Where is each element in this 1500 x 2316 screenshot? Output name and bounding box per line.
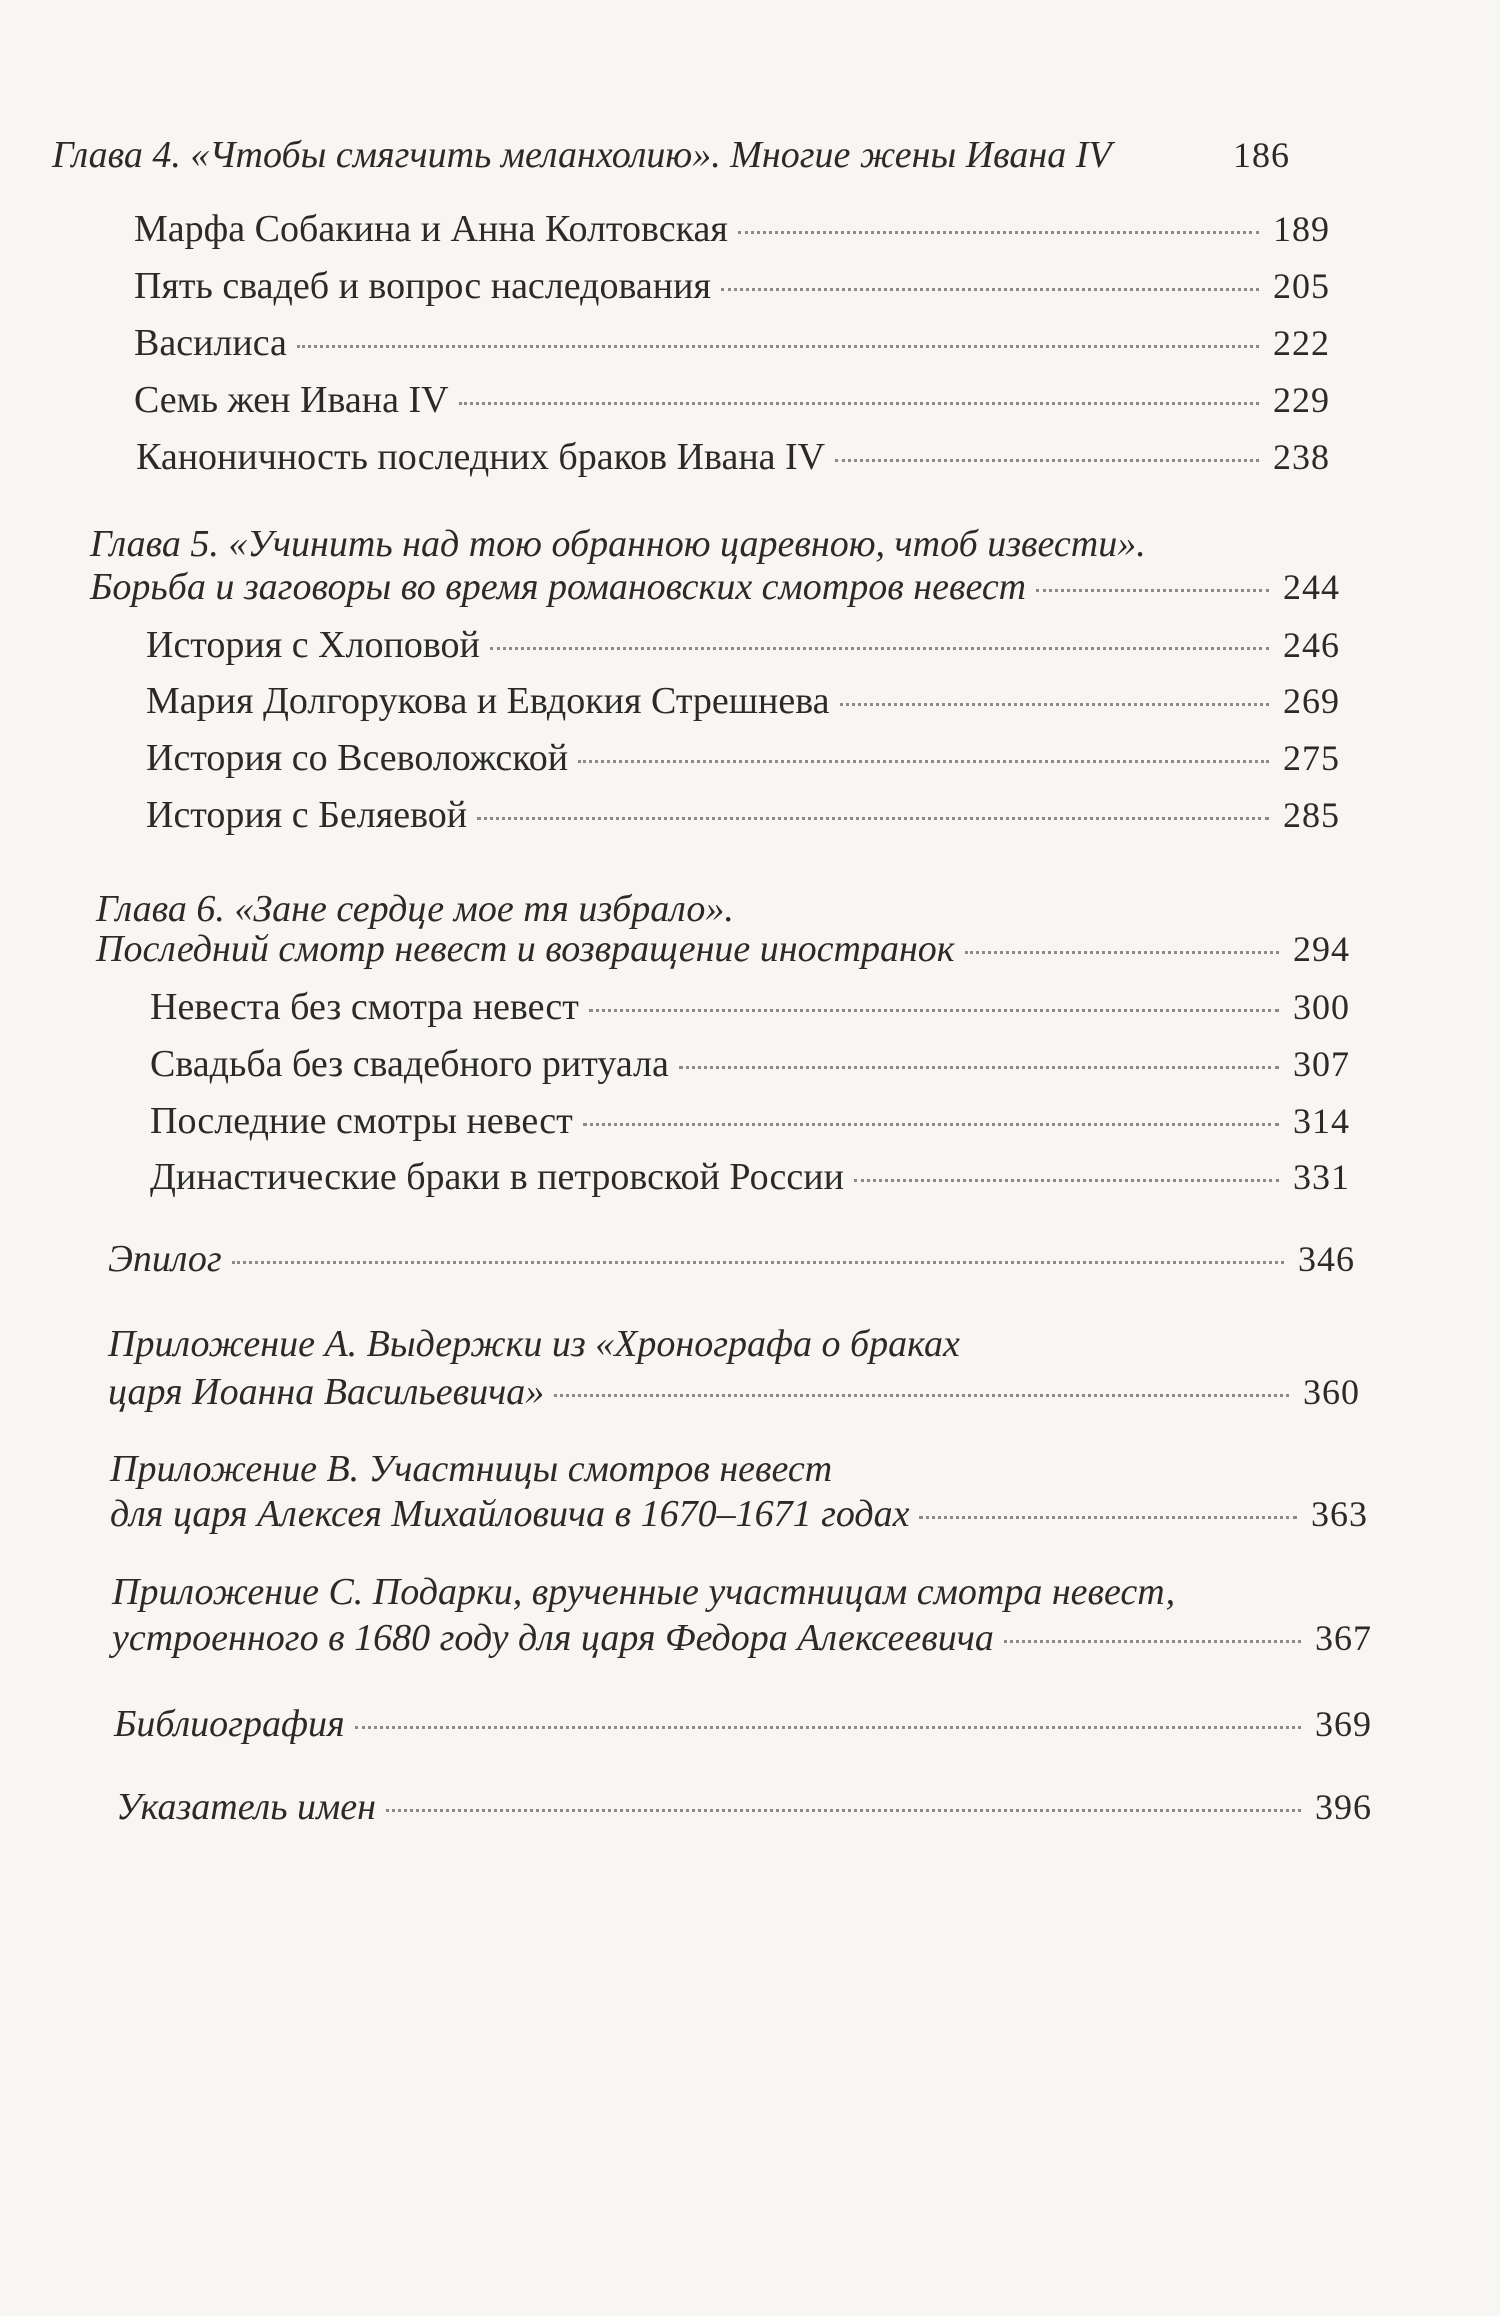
toc-entry[interactable]: [150, 1153, 1350, 1201]
toc-page-number: 275: [1283, 738, 1340, 778]
toc-page-number: 222: [1273, 323, 1330, 363]
toc-entry-title: Мария Долгорукова и Евдокия Стрешнева: [146, 680, 830, 722]
toc-entry[interactable]: [90, 563, 1340, 611]
dot-leader: [490, 647, 1269, 650]
toc-page-number: 363: [1311, 1494, 1368, 1534]
dot-leader: [355, 1726, 1301, 1729]
toc-entry[interactable]: [134, 205, 1330, 253]
toc-entry[interactable]: [134, 319, 1330, 367]
toc-entry-title: Невеста без смотра невест: [150, 986, 579, 1028]
dot-leader: [840, 703, 1269, 706]
toc-entry-title: царя Иоанна Васильевича»: [108, 1371, 545, 1413]
toc-entry-title: История с Хлоповой: [146, 624, 480, 666]
toc-entry-title: Династические браки в петровской России: [150, 1156, 844, 1198]
toc-entry-title: Василиса: [134, 322, 287, 364]
toc-page-number: 367: [1315, 1618, 1372, 1658]
toc-page-number: 314: [1293, 1101, 1350, 1141]
toc-entry-title: устроенного в 1680 году для царя Федора Алексеевича: [112, 1617, 994, 1659]
toc-entry[interactable]: [112, 1614, 1372, 1662]
toc-page-number: 346: [1298, 1239, 1355, 1279]
toc-entry[interactable]: [150, 1097, 1350, 1145]
toc-heading-line: Глава 6. «Зане сердце мое тя избрало».: [96, 888, 734, 930]
dot-leader: [965, 951, 1279, 954]
toc-entry[interactable]: [108, 1235, 1355, 1283]
toc-entry-title: Каноничность последних браков Ивана IV: [136, 436, 826, 478]
dot-leader: [477, 817, 1269, 820]
toc-page-number: 246: [1283, 625, 1340, 665]
toc-entry-title: Последние смотры невест: [150, 1100, 573, 1142]
toc-entry[interactable]: [108, 1368, 1360, 1416]
dot-leader: [386, 1809, 1301, 1812]
toc-page-number: 229: [1273, 380, 1330, 420]
toc-entry[interactable]: [114, 1700, 1372, 1748]
toc-entry[interactable]: [52, 131, 1290, 179]
toc-heading-line: Приложение В. Участницы смотров невест: [110, 1448, 833, 1490]
toc-entry-title: История с Беляевой: [146, 794, 468, 836]
toc-page-number: 300: [1293, 987, 1350, 1027]
toc-entry[interactable]: [146, 791, 1340, 839]
toc-entry[interactable]: [116, 1783, 1372, 1831]
toc-entry-title: Указатель имен: [116, 1786, 376, 1828]
dot-leader: [1004, 1640, 1301, 1643]
dot-leader: [554, 1394, 1289, 1397]
dot-leader: [589, 1009, 1279, 1012]
toc-page-number: 360: [1303, 1372, 1360, 1412]
dot-leader: [583, 1123, 1279, 1126]
toc-entry-title: Библиография: [114, 1703, 345, 1745]
toc-entry[interactable]: [134, 376, 1330, 424]
toc-page-number: 307: [1293, 1044, 1350, 1084]
dot-leader: [459, 402, 1259, 405]
dot-leader: [854, 1179, 1279, 1182]
toc-entry-title: Семь жен Ивана IV: [134, 379, 449, 421]
dot-leader: [232, 1261, 1284, 1264]
toc-entry-title: Глава 4. «Чтобы смягчить меланхолию». Многие жены Ивана IV: [52, 134, 1112, 176]
dot-leader: [578, 760, 1269, 763]
toc-page-number: 238: [1273, 437, 1330, 477]
toc-page-number: 294: [1293, 929, 1350, 969]
toc-entry[interactable]: [146, 621, 1340, 669]
dot-leader: [835, 459, 1259, 462]
toc-entry[interactable]: [96, 925, 1350, 973]
toc-entry-title: Марфа Собакина и Анна Колтовская: [134, 208, 728, 250]
dot-leader: [919, 1516, 1297, 1519]
toc-entry-title: Свадьба без свадебного ритуала: [150, 1043, 669, 1085]
toc-page-number: 331: [1293, 1157, 1350, 1197]
toc-heading-line: Приложение С. Подарки, врученные участницам смотра невест,: [112, 1571, 1176, 1613]
toc-page-number: 369: [1315, 1704, 1372, 1744]
dot-leader: [738, 231, 1259, 234]
toc-page-number: 244: [1283, 567, 1340, 607]
toc-entry-title: Пять свадеб и вопрос наследования: [134, 265, 711, 307]
toc-entry[interactable]: [134, 262, 1330, 310]
toc-entry[interactable]: [150, 983, 1350, 1031]
toc-entry-title: Эпилог: [108, 1238, 222, 1280]
toc-entry[interactable]: [150, 1040, 1350, 1088]
toc-entry[interactable]: [146, 677, 1340, 725]
toc-page-number: 396: [1315, 1787, 1372, 1827]
toc-heading-line: Глава 5. «Учинить над тою обранною царевною, чтоб извести».: [90, 523, 1146, 565]
toc-page-number: 205: [1273, 266, 1330, 306]
toc-entry[interactable]: [136, 433, 1330, 481]
dot-leader: [297, 345, 1259, 348]
toc-entry[interactable]: [110, 1490, 1368, 1538]
toc-entry-title: Последний смотр невест и возвращение иностранок: [96, 928, 955, 970]
toc-page-number: 186: [1233, 135, 1290, 175]
dot-leader: [1036, 589, 1269, 592]
toc-entry-title: История со Всеволожской: [146, 737, 569, 779]
toc-page-number: 285: [1283, 795, 1340, 835]
toc-page-number: 269: [1283, 681, 1340, 721]
toc-entry[interactable]: [146, 734, 1340, 782]
toc-entry-title: Борьба и заговоры во время романовских смотров невест: [90, 566, 1027, 608]
toc-page-number: 189: [1273, 209, 1330, 249]
dot-leader: [721, 288, 1259, 291]
toc-heading-line: Приложение А. Выдержки из «Хронографа о браках: [108, 1323, 960, 1365]
dot-leader: [679, 1066, 1279, 1069]
toc-entry-title: для царя Алексея Михайловича в 1670–1671 годах: [110, 1493, 910, 1535]
